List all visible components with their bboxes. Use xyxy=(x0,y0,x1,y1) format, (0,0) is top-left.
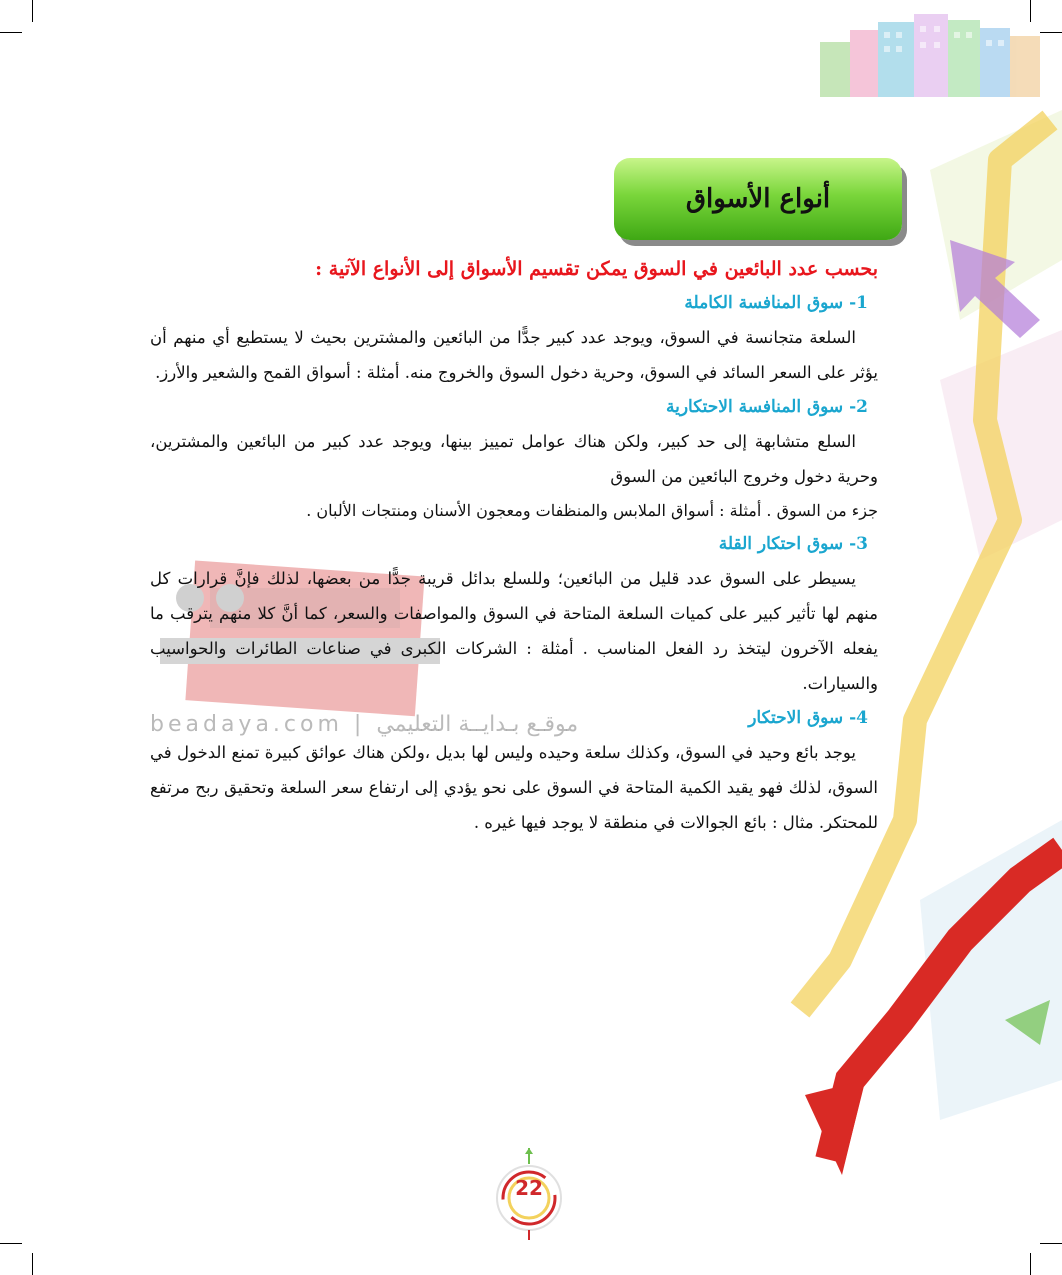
section-paragraph: السلع متشابهة إلى حد كبير، ولكن هناك عوامل تمييز بينها، ويوجد عدد كبير من البائعين والمشترين، وحرية دخول وخروج البائعين من السوق xyxy=(150,432,878,486)
section-heading: 3- سوق احتكار القلة xyxy=(718,534,868,554)
watermark-caption: beadaya.com | موقـع بـدايــة التعليمي xyxy=(150,712,579,737)
section-paragraph-extra: جزء من السوق . أمثلة : أسواق الملابس والمنظفات ومعجون الأسنان ومنتجات الألبان . xyxy=(306,501,878,520)
section-heading: 1- سوق المنافسة الكاملة xyxy=(684,293,868,313)
main-content xyxy=(150,252,878,840)
page-title: أنواع الأسواق xyxy=(685,184,831,214)
page-number: 22 xyxy=(515,1176,543,1200)
intro-text: بحسب عدد البائعين في السوق يمكن تقسيم الأسواق إلى الأنواع الآتية : xyxy=(315,258,878,280)
section-heading: 4- سوق الاحتكار xyxy=(748,708,868,728)
section-heading: 2- سوق المنافسة الاحتكارية xyxy=(666,397,868,417)
title-banner xyxy=(614,158,902,240)
section-paragraph: يسيطر على السوق عدد قليل من البائعين؛ وللسلع بدائل قريبة جدًّا من بعضها، لذلك فإنَّ قرارات كل منهم لها تأثير كبير على كميات السلعة المتاحة في السوق والمواصفات والسعر، كما أنَّ كلا منهم يترقب ما يفعله الآخرون ليتخذ رد الفعل المناسب . أمثلة : الشركات الكبرى في صناعات الطائرات والحواسيب والسيارات. xyxy=(150,569,878,693)
section-paragraph: يوجد بائع وحيد في السوق، وكذلك سلعة وحيده وليس لها بديل ،ولكن هناك عوائق كبيرة تمنع الدخول في السوق، لذلك فهو يقيد الكمية المتاحة في السوق على نحو يؤدي إلى ارتفاع سعر السلعة وتحقيق ربح مرتفع للمحتكر. مثال : بائع الجوالات في منطقة لا يوجد فيها غيره . xyxy=(150,743,878,832)
buildings-illustration xyxy=(820,14,1040,97)
section-paragraph: السلعة متجانسة في السوق، ويوجد عدد كبير جدًّا من البائعين والمشترين بحيث لا يستطيع أي منهم أن يؤثر على السعر السائد في السوق، وحرية دخول السوق والخروج منه. أمثلة : أسواق القمح والشعير والأرز. xyxy=(150,328,878,382)
